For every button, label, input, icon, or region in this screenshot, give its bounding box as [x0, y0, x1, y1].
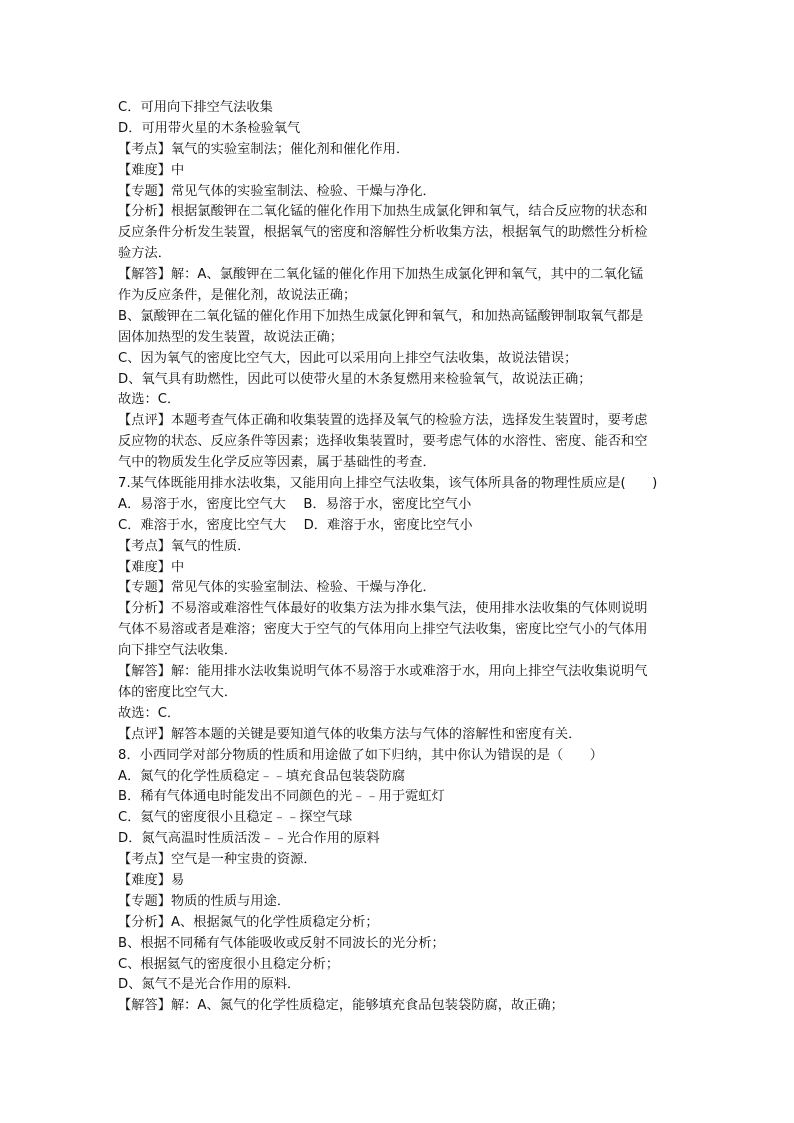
question-7-options-ab: A．易溶于水，密度比空气大 B．易溶于水，密度比空气小 [118, 496, 472, 512]
difficulty-line: 【难度】中 [118, 162, 185, 178]
answer-line: 作为反应条件，是催化剂，故说法正确； [118, 288, 357, 304]
question-8-option-b: B．稀有气体通电时能发出不同颜色的光﹣﹣用于霓虹灯 [118, 789, 445, 805]
question-8-option-a: A．氮气的化学性质稳定﹣﹣填充食品包装袋防腐 [118, 768, 406, 784]
question-8: 8．小西同学对部分物质的性质和用途做了如下归纳，其中你认为错误的是（ ） [118, 747, 603, 763]
option-d: D．可用带火星的木条检验氧气 [118, 120, 301, 136]
kaodian-line: 【考点】氧气的性质． [118, 538, 251, 554]
analysis-line: 向下排空气法收集． [118, 643, 238, 659]
analysis-line: 反应条件分析发生装置，根据氧气的密度和溶解性分析收集方法，根据氧气的助燃性分析检 [118, 225, 648, 241]
analysis-line: 气体不易溶或者是难溶；密度大于空气的气体用向上排空气法收集，密度比空气小的气体用 [118, 622, 648, 638]
analysis-line: 【分析】A、根据氮气的化学性质稳定分析； [118, 914, 379, 930]
answer-choice-line: 故选：C． [118, 392, 181, 408]
answer-line: 固体加热型的发生装置，故说法正确； [118, 329, 344, 345]
option-c: C．可用向下排空气法收集 [118, 100, 273, 115]
answer-choice-line: 故选：C． [118, 705, 181, 721]
kaodian-line: 【考点】空气是一种宝贵的资源． [118, 852, 317, 868]
question-8-option-c: C．氦气的密度很小且稳定﹣﹣探空气球 [118, 810, 353, 826]
answer-line: 【解答】解：A、氮气的化学性质稳定，能够填充食品包装袋防腐，故正确； [118, 998, 564, 1014]
question-7: 7.某气体既能用排水法收集，又能用向上排空气法收集，该气体所具备的物理性质应是( ) [118, 476, 658, 492]
analysis-line: 【分析】根据氯酸钾在二氧化锰的催化作用下加热生成氯化钾和氧气，结合反应物的状态和 [118, 204, 648, 220]
difficulty-line: 【难度】易 [118, 872, 185, 888]
answer-line: 【解答】解：A、氯酸钾在二氧化锰的催化作用下加热生成氯化钾和氧气，其中的二氧化锰 [118, 267, 644, 283]
topic-line: 【专题】常见气体的实验室制法、检验、干燥与净化． [118, 580, 436, 596]
document-page [118, 98, 688, 1017]
answer-line: D、氧气具有助燃性，因此可以使带火星的木条复燃用来检验氧气，故说法正确； [118, 371, 592, 387]
answer-line: C、因为氧气的密度比空气大，因此可以采用向上排空气法收集，故说法错误； [118, 350, 578, 366]
kaodian-line: 【考点】氧气的实验室制法；催化剂和催化作用． [118, 141, 410, 157]
question-7-options-cd: C．难溶于水，密度比空气大 D．难溶于水，密度比空气小 [118, 517, 473, 533]
analysis-line: D、氮气不是光合作用的原料． [118, 977, 301, 993]
answer-line: 体的密度比空气大． [118, 684, 238, 700]
analysis-line: 【分析】不易溶或难溶性气体最好的收集方法为排水集气法，使用排水法收集的气体则说明 [118, 601, 648, 617]
question-8-option-d: D．氮气高温时性质活泼﹣﹣光合作用的原料 [118, 831, 380, 847]
topic-line: 【专题】物质的性质与用途． [118, 893, 291, 909]
comment-line: 【点评】本题考查气体正确和收集装置的选择及氧气的检验方法，选择发生装置时，要考虑 [118, 413, 648, 429]
analysis-line: 验方法． [118, 246, 171, 262]
topic-line: 【专题】常见气体的实验室制法、检验、干燥与净化． [118, 183, 436, 199]
analysis-line: B、根据不同稀有气体能吸收或反射不同波长的光分析； [118, 935, 445, 951]
analysis-line: C、根据氦气的密度很小且稳定分析； [118, 956, 340, 972]
comment-line: 反应物的状态、反应条件等因素；选择收集装置时，要考虑气体的水溶性、密度、能否和空 [118, 434, 648, 450]
difficulty-line: 【难度】中 [118, 559, 185, 575]
comment-line: 【点评】解答本题的关键是要知道气体的收集方法与气体的溶解性和密度有关． [118, 726, 582, 742]
answer-line: B、氯酸钾在二氧化锰的催化作用下加热生成氯化钾和氧气，和加热高锰酸钾制取氧气都是 [118, 308, 644, 324]
answer-line: 【解答】解：能用排水法收集说明气体不易溶于水或难溶于水，用向上排空气法收集说明气 [118, 664, 648, 680]
comment-line: 气中的物质发生化学反应等因素，属于基础性的考查． [118, 455, 436, 471]
